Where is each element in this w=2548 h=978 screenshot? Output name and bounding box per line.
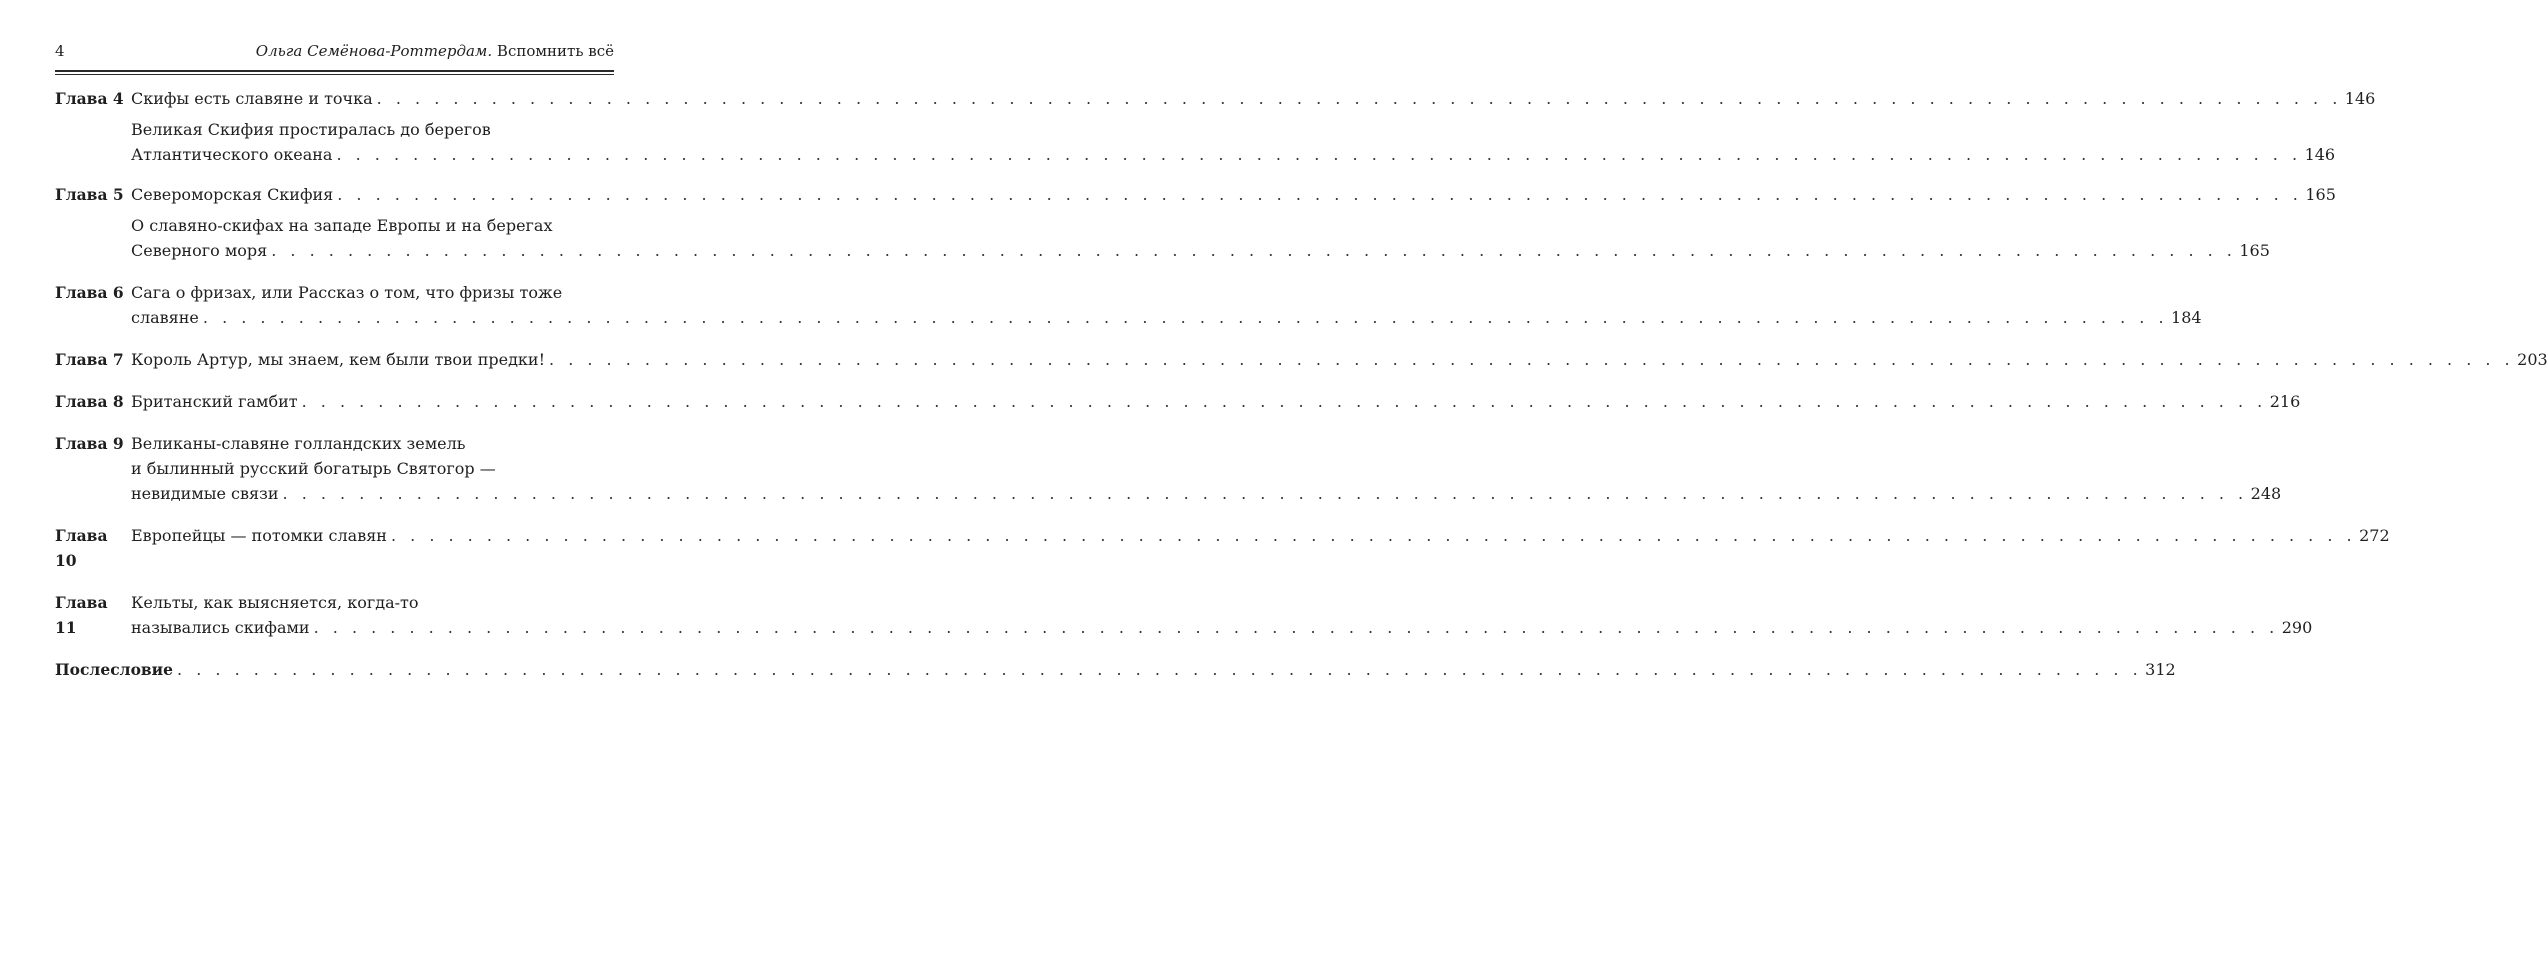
toc-chapter [55, 523, 2390, 573]
book-title: Вспомнить всё [496, 42, 614, 60]
entry-last-line [131, 615, 2313, 640]
dot-leader: . . . . . . . . . . . . . . . . . . . . . . . . . . . . . . . . . . . . . . . . . . . . . . . . . . . . . . . . . . . . . . . . . . . . . . . . . . . . . . . . . . . . . . . . . . . . . . . . . . . . . . . [313, 618, 2279, 637]
toc-chapter [55, 590, 2313, 640]
dot-leader: . . . . . . . . . . . . . . . . . . . . . . . . . . . . . . . . . . . . . . . . . . . . . . . . . . . . . . . . . . . . . . . . . . . . . . . . . . . . . . . . . . . . . . . . . . . . . . . . . . . . . . . [282, 484, 2248, 503]
toc-entry[interactable] [131, 213, 2270, 263]
entry-last-line [131, 389, 2301, 414]
toc-entry[interactable] [131, 117, 2336, 167]
entry-last-line [131, 142, 2336, 167]
toc-chapter [55, 182, 2336, 263]
entry-title-line: Король Артур, мы знаем, кем были твои предки! [131, 350, 546, 369]
entry-title-line: назывались скифами [131, 618, 310, 637]
entry-last-line [131, 523, 2390, 548]
dot-leader: . . . . . . . . . . . . . . . . . . . . . . . . . . . . . . . . . . . . . . . . . . . . . . . . . . . . . . . . . . . . . . . . . . . . . . . . . . . . . . . . . . . . . . . . . . . . . . . . . . . . . . . [549, 350, 2515, 369]
afterword-page-number: 312 [2145, 660, 2176, 679]
chapter-entries [131, 347, 2548, 372]
entry-page-number: 203 [2517, 350, 2548, 369]
dot-leader: . . . . . . . . . . . . . . . . . . . . . . . . . . . . . . . . . . . . . . . . . . . . . . . . . . . . . . . . . . . . . . . . . . . . . . . . . . . . . . . . . . . . . . . . . . . . . . . . . . . . . . . [301, 392, 2267, 411]
entry-title-line: славяне [131, 308, 199, 327]
author-name: Ольга Семёнова-Роттердам. [255, 42, 493, 60]
entry-last-line [131, 347, 2548, 372]
entry-title-line: Северного моря [131, 241, 268, 260]
entry-title-line: невидимые связи [131, 484, 279, 503]
header-rule-thin [55, 74, 614, 75]
afterword-label: Послесловие [55, 660, 174, 679]
toc-entry[interactable] [131, 280, 2202, 330]
entry-last-line [131, 86, 2376, 111]
toc-entry[interactable] [131, 523, 2390, 548]
toc-afterword[interactable] [55, 657, 2176, 682]
chapter-label: Глава 8 [55, 392, 124, 411]
chapter-label: Глава 5 [55, 185, 124, 204]
toc-chapter [55, 86, 2376, 167]
toc-entry[interactable] [131, 182, 2336, 207]
running-title [256, 42, 614, 60]
entry-last-line [131, 481, 2282, 506]
entry-title-line: О славяно-скифах на западе Европы и на берегах [131, 216, 553, 235]
entry-title-line: Североморская Скифия [131, 185, 334, 204]
toc-chapter [55, 431, 2282, 506]
entry-title-line: Великая Скифия простиралась до берегов [131, 120, 491, 139]
toc-entry[interactable] [131, 347, 2548, 372]
entry-title-line: Кельты, как выясняется, когда-то [131, 593, 419, 612]
chapter-entries [131, 523, 2390, 573]
entry-page-number: 184 [2171, 308, 2202, 327]
entry-page-number: 290 [2281, 618, 2313, 637]
entry-page-number: 248 [2250, 484, 2282, 503]
entry-title-line: Атлантического океана [131, 145, 333, 164]
dot-leader: . . . . . . . . . . . . . . . . . . . . . . . . . . . . . . . . . . . . . . . . . . . . . . . . . . . . . . . . . . . . . . . . . . . . . . . . . . . . . . . . . . . . . . . . . . . . . . . . . . . . . . . [177, 660, 2143, 679]
entry-title-line: и былинный русский богатырь Святогор — [131, 459, 496, 478]
chapter-entries [131, 280, 2202, 330]
entry-page-number: 146 [2304, 145, 2336, 164]
toc-entry[interactable] [131, 431, 2282, 506]
toc-chapter [55, 347, 2548, 372]
chapter-entries [131, 590, 2313, 640]
chapter-entries [131, 431, 2282, 506]
toc-entry[interactable] [131, 86, 2376, 111]
entry-title-line: Великаны-славяне голландских земель [131, 434, 466, 453]
entry-page-number: 165 [2305, 185, 2336, 204]
toc-chapter [55, 389, 2301, 414]
entry-title-line: Сага о фризах, или Рассказ о том, что фризы тоже [131, 283, 563, 302]
chapter-label: Глава 10 [55, 526, 108, 570]
chapter-label: Глава 9 [55, 434, 124, 453]
page-number: 4 [55, 42, 65, 60]
entry-last-line [131, 238, 2270, 263]
entry-page-number: 146 [2344, 89, 2376, 108]
entry-title-line: Британский гамбит [131, 392, 298, 411]
entry-page-number: 216 [2269, 392, 2301, 411]
dot-leader: . . . . . . . . . . . . . . . . . . . . . . . . . . . . . . . . . . . . . . . . . . . . . . . . . . . . . . . . . . . . . . . . . . . . . . . . . . . . . . . . . . . . . . . . . . . . . . . . . . . . . . . [271, 241, 2237, 260]
toc-entry[interactable] [131, 389, 2301, 414]
entry-page-number: 165 [2239, 241, 2270, 260]
table-of-contents [55, 86, 2548, 682]
dot-leader: . . . . . . . . . . . . . . . . . . . . . . . . . . . . . . . . . . . . . . . . . . . . . . . . . . . . . . . . . . . . . . . . . . . . . . . . . . . . . . . . . . . . . . . . . . . . . . . . . . . . . . . [337, 185, 2303, 204]
entry-title-line: Скифы есть славяне и точка [131, 89, 373, 108]
chapter-entries [131, 182, 2336, 263]
dot-leader: . . . . . . . . . . . . . . . . . . . . . . . . . . . . . . . . . . . . . . . . . . . . . . . . . . . . . . . . . . . . . . . . . . . . . . . . . . . . . . . . . . . . . . . . . . . . . . . . . . . . . . . [376, 89, 2342, 108]
header-rule [55, 70, 614, 72]
entry-last-line [131, 182, 2336, 207]
chapter-label: Глава 6 [55, 283, 124, 302]
entry-last-line [131, 305, 2202, 330]
entry-title-line: Европейцы — потомки славян [131, 526, 387, 545]
toc-chapter [55, 280, 2202, 330]
dot-leader: . . . . . . . . . . . . . . . . . . . . . . . . . . . . . . . . . . . . . . . . . . . . . . . . . . . . . . . . . . . . . . . . . . . . . . . . . . . . . . . . . . . . . . . . . . . . . . . . . . . . . . . [390, 526, 2357, 545]
chapter-entries [131, 389, 2301, 414]
dot-leader: . . . . . . . . . . . . . . . . . . . . . . . . . . . . . . . . . . . . . . . . . . . . . . . . . . . . . . . . . . . . . . . . . . . . . . . . . . . . . . . . . . . . . . . . . . . . . . . . . . . . . . . [336, 145, 2302, 164]
dot-leader: . . . . . . . . . . . . . . . . . . . . . . . . . . . . . . . . . . . . . . . . . . . . . . . . . . . . . . . . . . . . . . . . . . . . . . . . . . . . . . . . . . . . . . . . . . . . . . . . . . . . . . . [202, 308, 2169, 327]
toc-entry[interactable] [131, 590, 2313, 640]
entry-page-number: 272 [2359, 526, 2390, 545]
chapter-label: Глава 4 [55, 89, 124, 108]
chapter-label: Глава 7 [55, 350, 124, 369]
chapter-label: Глава 11 [55, 593, 108, 637]
chapter-entries [131, 86, 2376, 167]
running-header [55, 42, 614, 60]
